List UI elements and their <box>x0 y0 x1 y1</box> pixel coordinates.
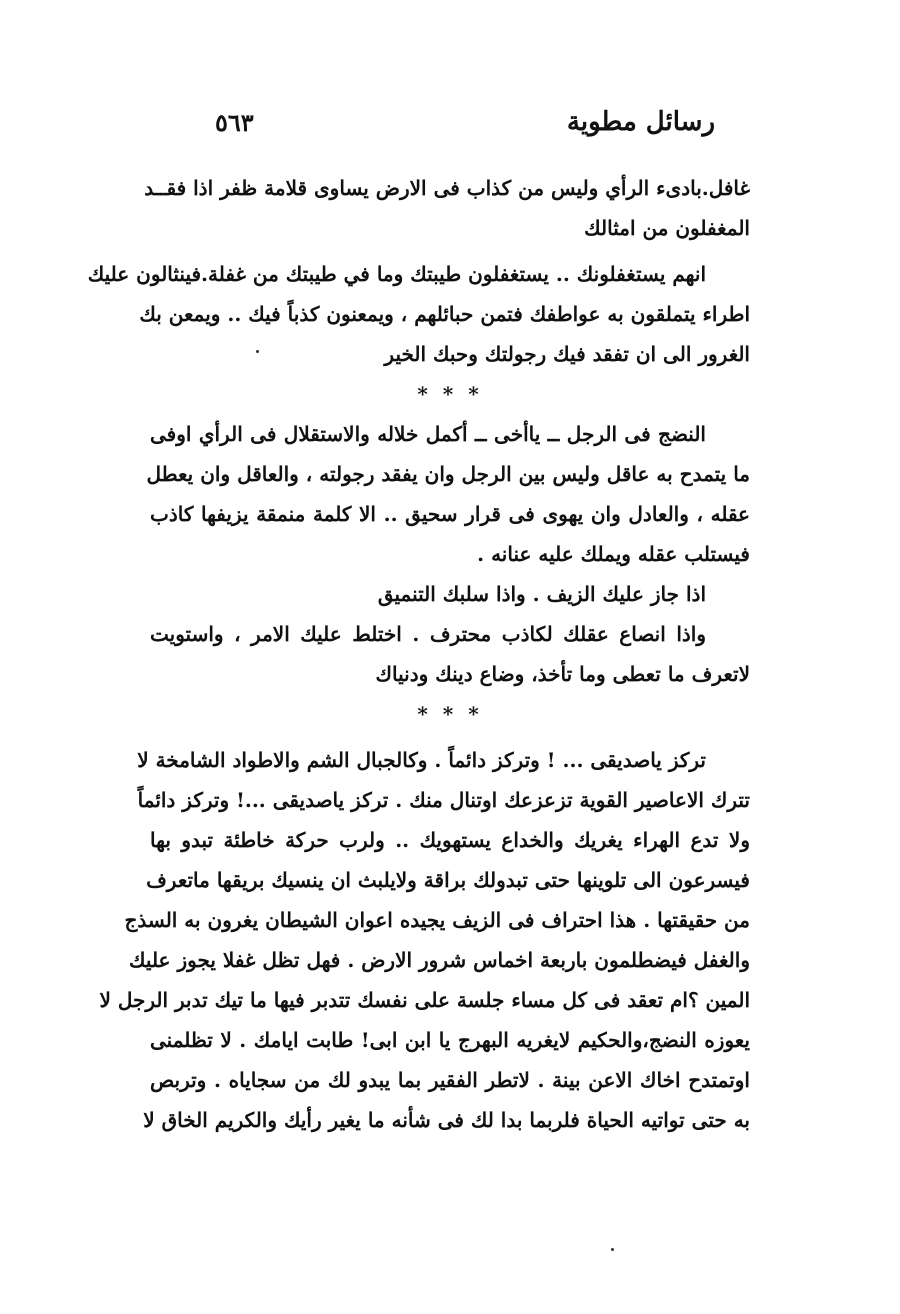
text-line: اذا جاز عليك الزيف . واذا سلبك التنميق <box>377 582 706 606</box>
text-line: فيسرعون الى تلوينها حتى تبدولك براقة ولايلبث ان ينسيك بريقها ماتعرف <box>146 868 750 892</box>
page-header <box>215 102 715 142</box>
text-line: تترك الاعاصير القوية تزعزعك اوتنال منك . تركز ياصديقى ...! وتركز دائماً <box>137 788 750 812</box>
text-line: عقله ، والعادل وان يهوى فى قرار سحيق .. الا كلمة منمقة يزيفها كاذب <box>150 502 750 526</box>
text-line: من حقيقتها . هذا احتراف فى الزيف يجيده اعوان الشيطان يغرون به السذج <box>124 908 750 932</box>
text-line: تركز ياصديقى ... ! وتركز دائماً . وكالجبال الشم والاطواد الشامخة لا <box>137 748 706 772</box>
text-line: اطراء يتملقون به عواطفك فتمن حبائلهم ، ويمعنون كذباً فيك .. ويمعن بك <box>139 302 750 326</box>
text-line: يعوزه النضج،والحكيم لايغريه البهرج يا ابن ابى! طابت ايامك . لا تظلمنى <box>150 1028 750 1052</box>
text-line: ما يتمدح به عاقل وليس بين الرجل وان يفقد رجولته ، والعاقل وان يعطل <box>146 462 750 486</box>
running-title: رسائل مطوية <box>566 107 715 137</box>
text-line: انهم يستغفلونك .. يستغفلون طيبتك وما في طيبتك من غفلة.فينثالون عليك <box>87 262 706 286</box>
text-line: غافل.بادىء الرأي وليس من كذاب فى الارض يساوى قلامة ظفر اذا فقــد <box>144 176 750 200</box>
print-speck <box>256 350 259 353</box>
text-line: به حتى تواتيه الحياة فلربما بدا لك فى شأنه ما يغير رأيك والكريم الخاق لا <box>143 1108 750 1132</box>
text-line: المين ؟ام تعقد فى كل مساء جلسة على نفسك تتدبر فيها ما تيك تدبر الرجل لا <box>99 988 750 1012</box>
text-line: الغرور الى ان تفقد فيك رجولتك وحبك الخير <box>384 342 750 366</box>
body-text <box>87 168 750 1140</box>
text-line: النضج فى الرجل ــ ياأخى ــ أكمل خلاله والاستقلال فى الرأي اوفى <box>150 422 706 446</box>
text-line: واذا انصاع عقلك لكاذب محترف . اختلط عليك الامر ، واستويت <box>150 622 706 646</box>
section-separator: * * * <box>417 702 483 726</box>
text-line: فيستلب عقله ويملك عليه عنانه . <box>477 542 750 566</box>
text-line: والغفل فيضطلمون باربعة اخماس شرور الارض . فهل تظل غفلا يجوز عليك <box>129 948 750 972</box>
section-separator: * * * <box>417 382 483 406</box>
print-speck <box>611 1248 614 1251</box>
text-line: ولا تدع الهراء يغريك والخداع يستهويك .. ولرب حركة خاطئة تبدو بها <box>150 828 750 852</box>
text-line: المغفلون من امثالك <box>584 216 750 240</box>
text-line: لاتعرف ما تعطى وما تأخذ، وضاع دينك ودنياك <box>375 662 750 686</box>
text-line: اوتمتدح اخاك الاعن بينة . لاتطر الفقير بما يبدو لك من سجاياه . وتربص <box>150 1068 750 1092</box>
page-number: ٥٦٣ <box>215 107 254 137</box>
